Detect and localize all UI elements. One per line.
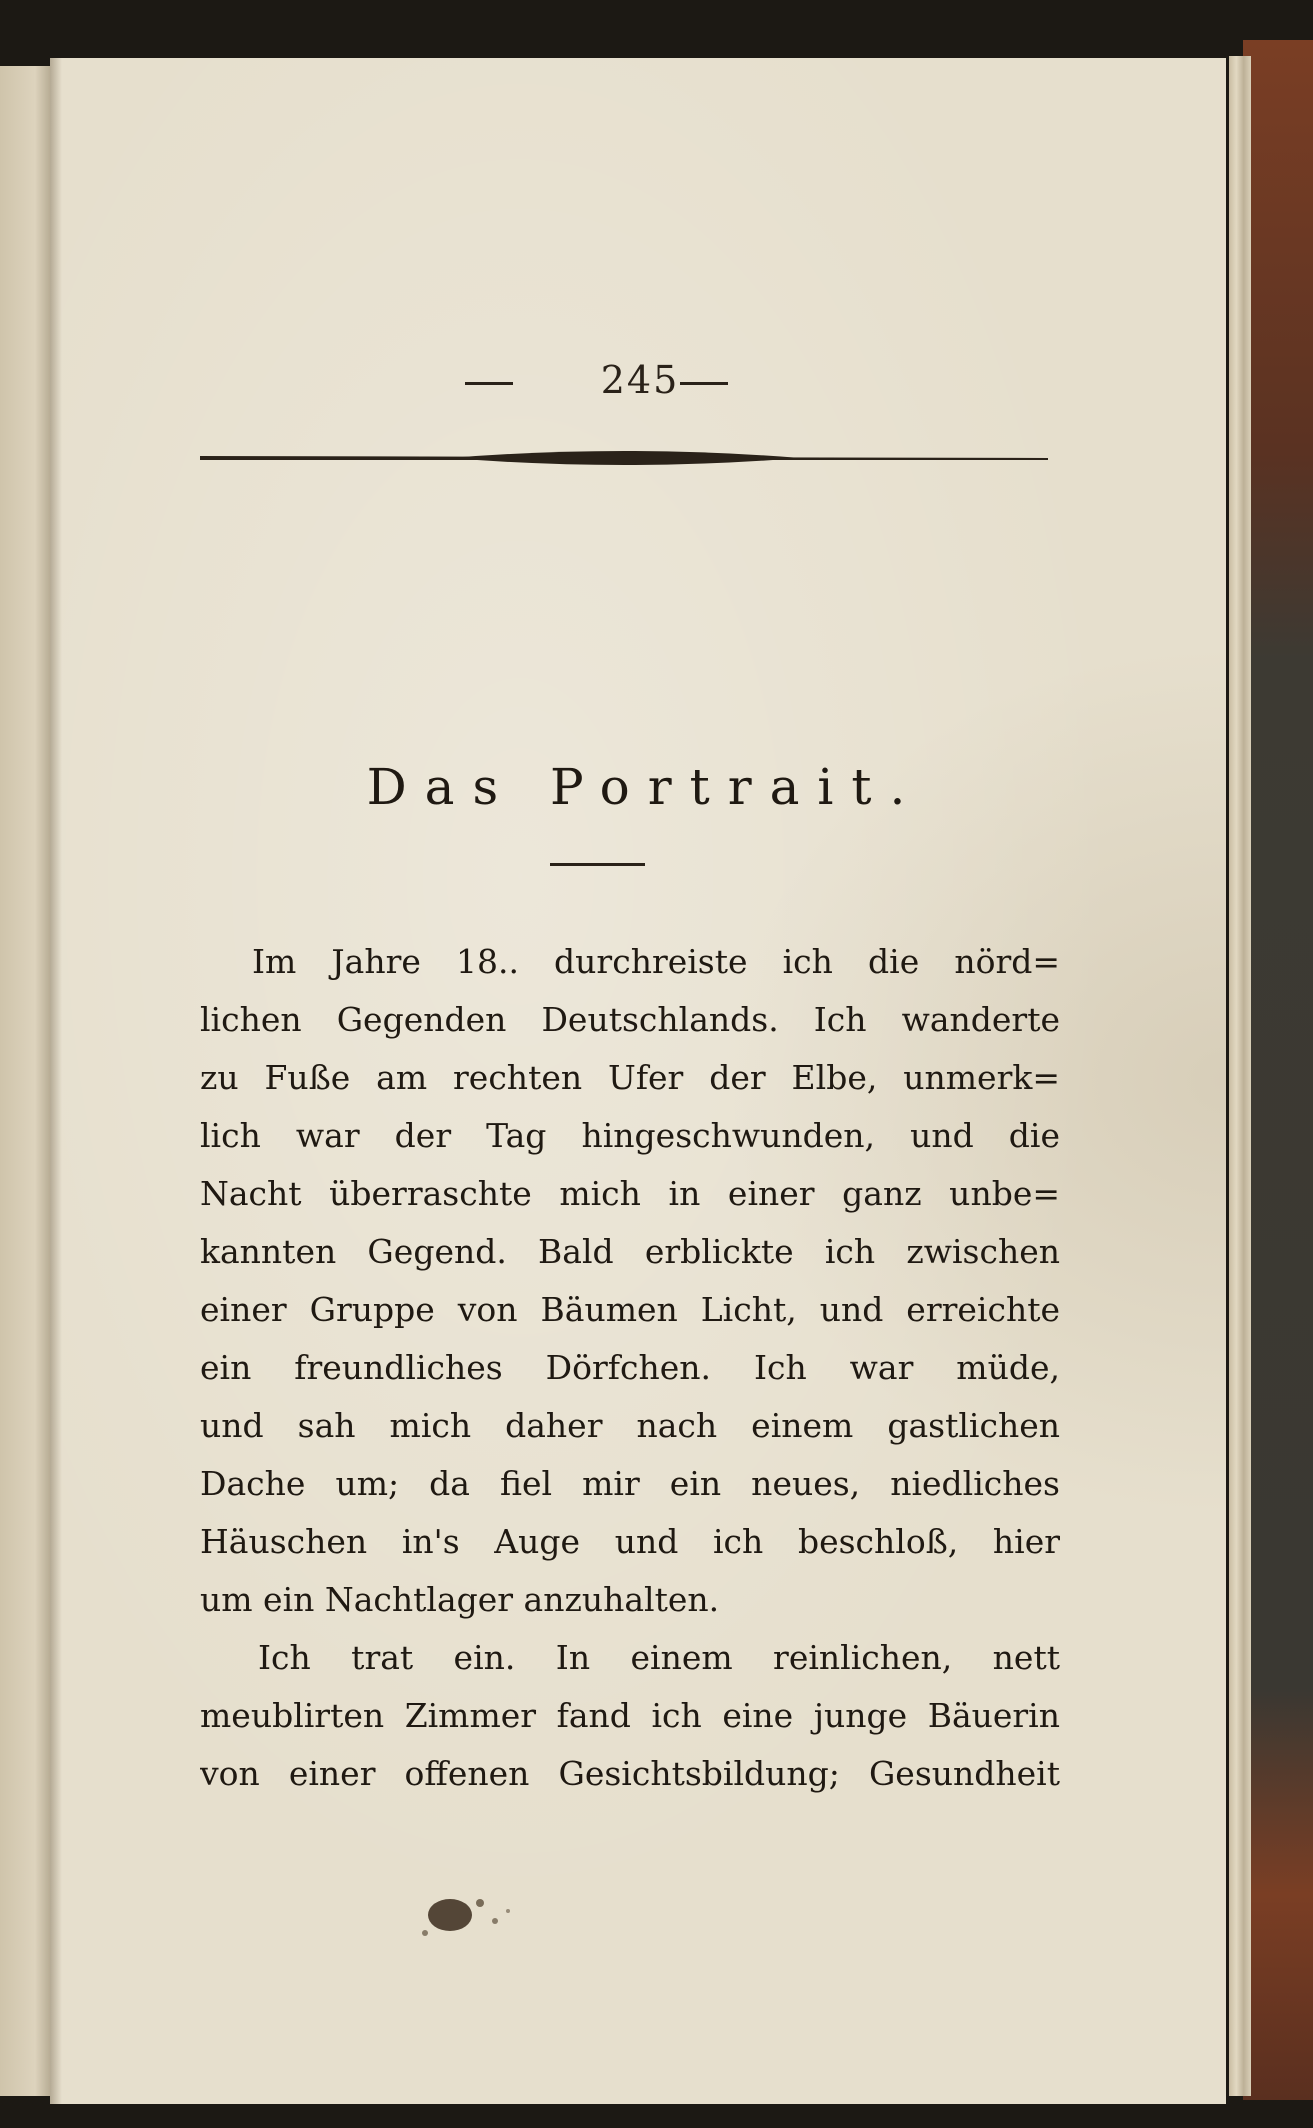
left-facing-page-edge <box>0 66 50 2096</box>
page-number: 245 <box>600 358 680 402</box>
text-line: lich war der Tag hingeschwunden, und die <box>200 1116 1060 1155</box>
text-line: lichen Gegenden Deutschlands. Ich wanderte <box>200 1000 1060 1039</box>
text-line: und sah mich daher nach einem gastlichen <box>200 1406 1060 1445</box>
header-dash-right <box>680 382 728 385</box>
text-line: um ein Nachtlager anzuhalten. <box>200 1580 720 1619</box>
text-line: Nacht überraschte mich in einer ganz unbe= <box>200 1174 1060 1213</box>
book-cover-edge <box>1243 40 1313 2100</box>
text-line: zu Fuße am rechten Ufer der Elbe, unmerk= <box>200 1058 1060 1097</box>
title-rule <box>550 863 645 866</box>
text-line: Im Jahre 18.. durchreiste ich die nörd= <box>252 942 1060 981</box>
text-line: meublirten Zimmer fand ich eine junge Bäuerin <box>200 1696 1060 1735</box>
text-line: Ich trat ein. In einem reinlichen, nett <box>258 1638 1060 1677</box>
ink-stain <box>330 1863 590 1973</box>
page-header <box>50 358 1226 418</box>
text-line: einer Gruppe von Bäumen Licht, und erreichte <box>200 1290 1060 1329</box>
ornamental-rule <box>200 446 1048 470</box>
chapter-title: Das Portrait. <box>366 758 924 816</box>
text-line: kannten Gegend. Bald erblickte ich zwischen <box>200 1232 1060 1271</box>
book-page <box>50 58 1226 2104</box>
text-line: ein freundliches Dörfchen. Ich war müde, <box>200 1348 1060 1387</box>
header-dash-left <box>465 382 513 385</box>
body-text <box>200 933 1060 1803</box>
text-line: Häuschen in's Auge und ich beschloß, hier <box>200 1522 1060 1561</box>
text-line: Dache um; da fiel mir ein neues, niedliches <box>200 1464 1060 1503</box>
text-line: von einer offenen Gesichtsbildung; Gesundheit <box>200 1754 1060 1793</box>
page-stack-edge <box>1229 56 1251 2096</box>
